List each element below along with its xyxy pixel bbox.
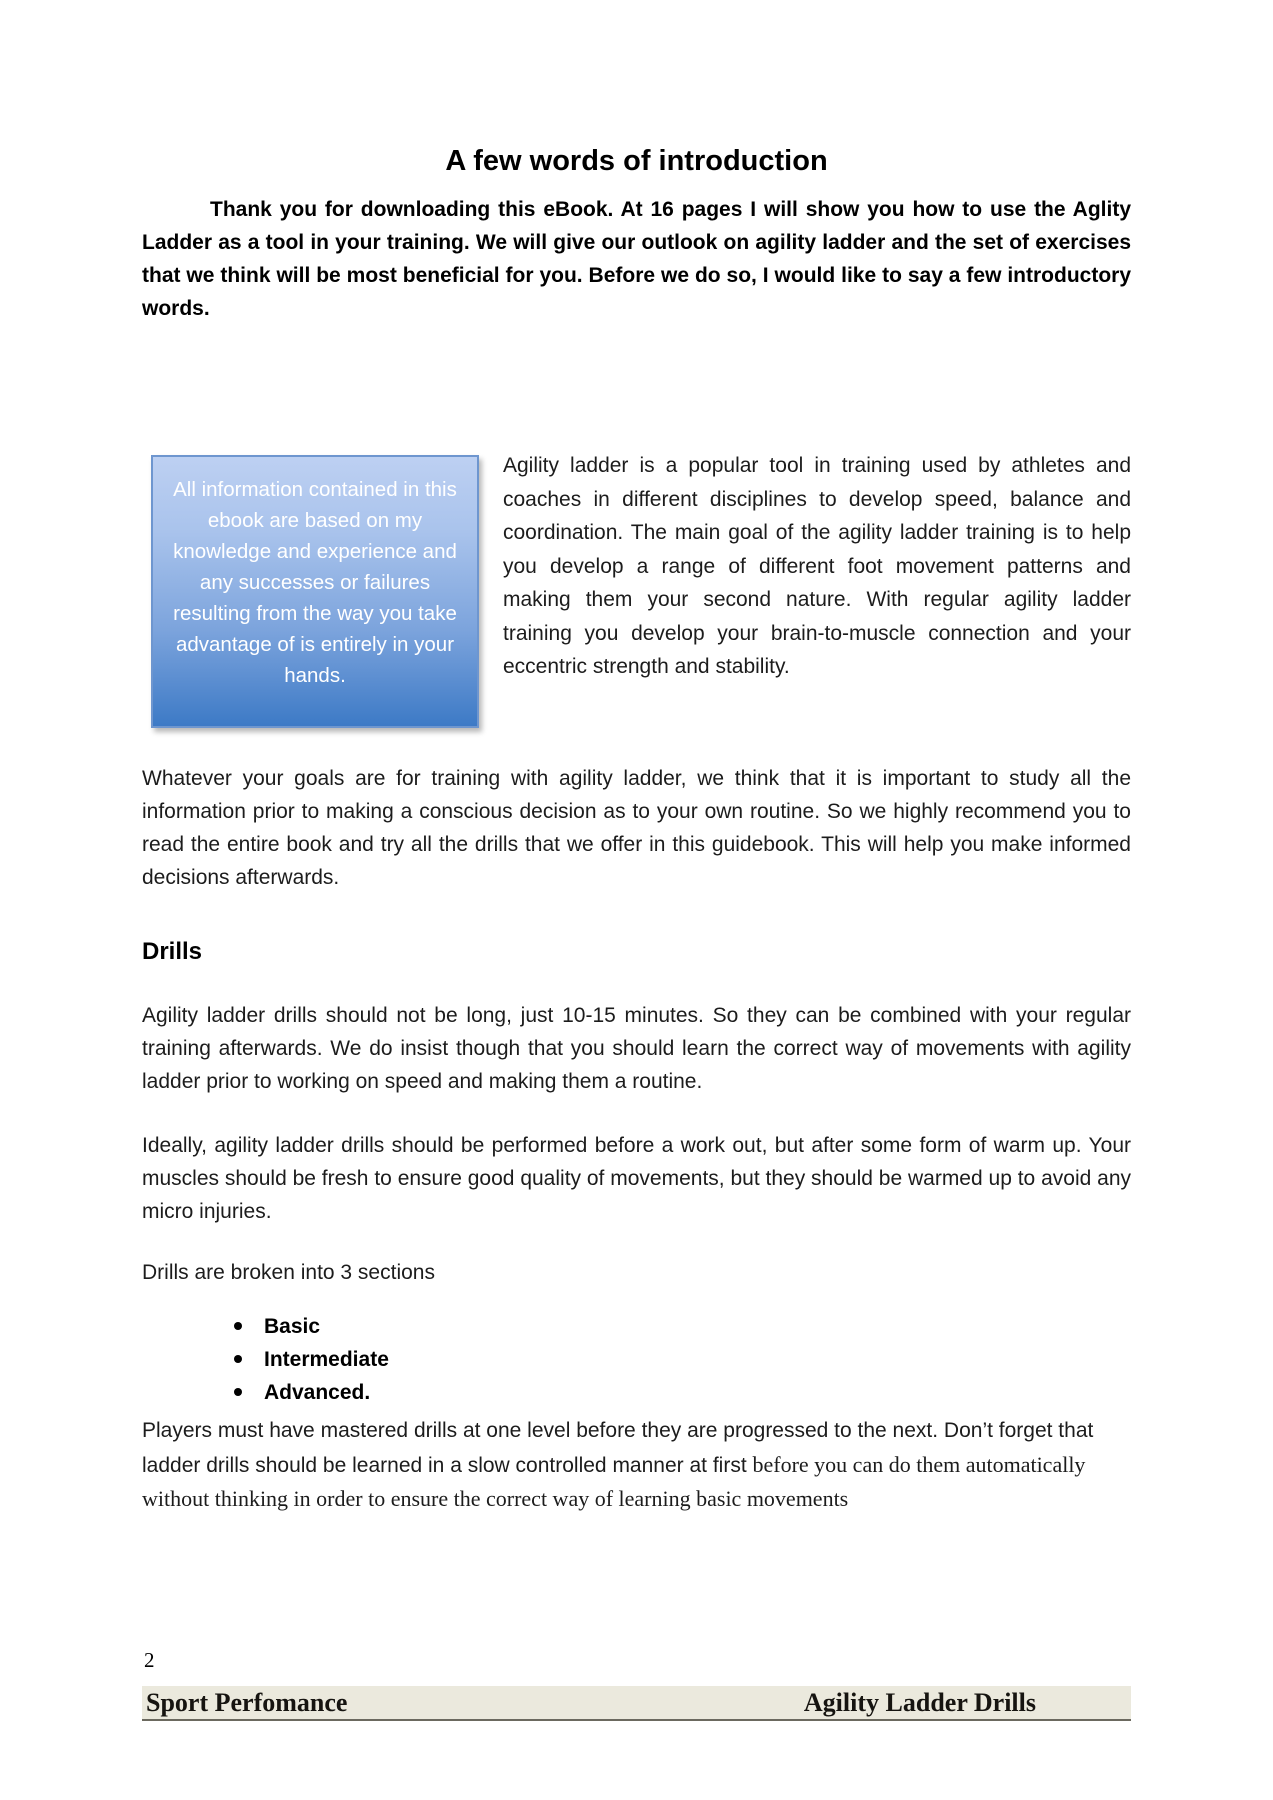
page-content	[142, 0, 1131, 1800]
body-paragraph: Agility ladder drills should not be long, just 10-15 minutes. So they can be combined with your regular training afterwards. We do insist though that you should learn the correct way of movements with agility ladder prior to working on speed and making them a routine.	[142, 1004, 1131, 1093]
info-callout-box: All information contained in this ebook are based on my knowledge and experience and any successes or failures resulting from the way you take advantage of is entirely in your hands.	[151, 455, 479, 728]
list-intro-text: Drills are broken into 3 sections	[142, 1261, 435, 1284]
bullet-dot-icon	[234, 1355, 242, 1363]
page-number: 2	[144, 1648, 155, 1672]
section-heading-drills: Drills	[142, 938, 203, 965]
footer-right-text: Agility Ladder Drills	[803, 1687, 1036, 1717]
closing-paragraph-serif: before you can do them automatically without thinking in order to ensure the correct way of learning basic movements	[142, 1451, 1086, 1511]
side-paragraph: Agility ladder is a popular tool in training used by athletes and coaches in different disciplines to develop speed, balance and coordination. The main goal of the agility ladder training is to help you develop a range of different foot movement patterns and making them your second nature. With regular agility ladder training you develop your brain-to-muscle connection and your eccentric strength and stability.	[503, 454, 1131, 678]
bullet-dot-icon	[234, 1322, 242, 1330]
list-item	[142, 1343, 1131, 1376]
page-title: A few words of introduction	[445, 145, 828, 177]
bullet-label: Intermediate	[264, 1348, 389, 1371]
callout-and-text-row	[142, 455, 1131, 755]
bullet-label: Basic	[264, 1315, 321, 1338]
closing-paragraph-sans: Players must have mastered drills at one level before they are progressed to the next. Don’t forget that ladder drills should be learned in a slow controlled manner at first	[142, 1419, 1094, 1477]
footer-bar	[142, 1686, 1131, 1721]
list-item	[142, 1376, 1131, 1409]
list-item	[142, 1310, 1131, 1343]
bullet-label: Advanced.	[264, 1381, 371, 1404]
bullet-dot-icon	[234, 1388, 242, 1396]
footer-left-text: Sport Perfomance	[146, 1687, 348, 1717]
body-paragraph: Whatever your goals are for training with agility ladder, we think that it is important to study all the information prior to making a conscious decision as to your own routine. So we highly recommend you to read the entire book and try all the drills that we offer in this guidebook. This will help you make informed decisions afterwards.	[142, 767, 1131, 889]
drill-levels-list	[142, 1310, 1131, 1409]
body-paragraph: Ideally, agility ladder drills should be performed before a work out, but after some form of warm up. Your muscles should be fresh to ensure good quality of movements, but they should be warmed up to avoid any micro injuries.	[142, 1134, 1131, 1223]
intro-paragraph: Thank you for downloading this eBook. At 16 pages I will show you how to use the Aglity Ladder as a tool in your training. We will give our outlook on agility ladder and the set of exercises that we think will be most beneficial for you. Before we do so, I would like to say a few introductory words.	[142, 198, 1131, 320]
closing-paragraph	[142, 1414, 1131, 1517]
